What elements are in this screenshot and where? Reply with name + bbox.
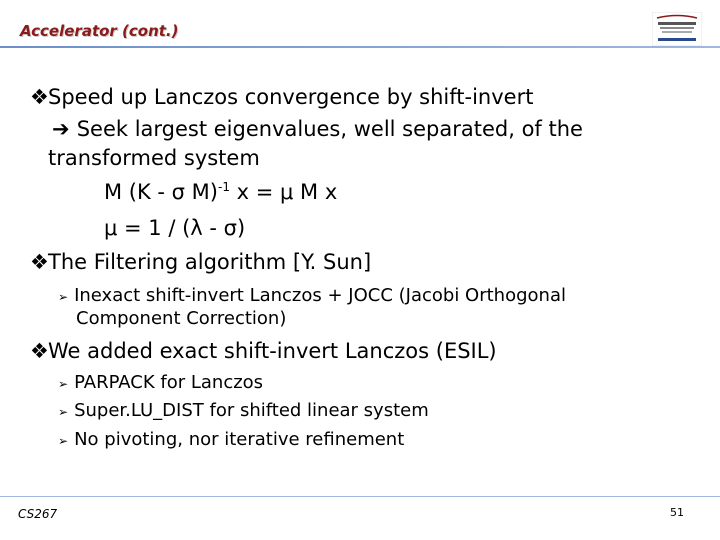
equation-shift-invert: M (K - σ M)$^{-1}$ x = μ M x (104, 180, 338, 204)
sub-bullet-superlu: ➢ Super.LU_DIST for shifted linear system (58, 400, 429, 421)
arrow-head-icon: ➢ (58, 434, 69, 448)
bullet-esil: ❖We added exact shift-invert Lanczos (ESIL) (30, 339, 497, 363)
title-rule (0, 46, 720, 48)
bullet-filtering: ❖The Filtering algorithm [Y. Sun] (30, 250, 372, 274)
diamond-cluster-icon: ❖ (30, 339, 49, 363)
page-number: 51 (670, 506, 684, 519)
diamond-cluster-icon: ❖ (30, 250, 49, 274)
logo-icon (652, 12, 702, 46)
bullet-speed-up: ❖Speed up Lanczos convergence by shift-invert (30, 85, 534, 109)
diamond-cluster-icon: ❖ (30, 85, 49, 109)
sub-bullet-seek-cont: transformed system (48, 146, 260, 170)
sub-bullet-seek: ➔ Seek largest eigenvalues, well separated, of the (52, 117, 583, 141)
sub-bullet-inexact: ➢ Inexact shift-invert Lanczos + JOCC (Jacobi Orthogonal (58, 285, 566, 306)
course-label: CS267 (18, 507, 58, 521)
slide-title: Accelerator (cont.) (20, 22, 179, 40)
equation-mu: μ = 1 / (λ - σ) (104, 216, 246, 240)
sub-bullet-parpack: ➢ PARPACK for Lanczos (58, 372, 264, 393)
arrow-head-icon: ➢ (58, 377, 69, 391)
sub-bullet-inexact-cont: Component Correction) (76, 308, 287, 329)
footer-rule (0, 496, 720, 497)
sub-bullet-pivoting: ➢ No pivoting, nor iterative refinement (58, 429, 405, 450)
arrow-head-icon: ➢ (58, 405, 69, 419)
arrow-head-icon: ➢ (58, 290, 69, 304)
right-arrow-icon: ➔ (52, 117, 70, 141)
